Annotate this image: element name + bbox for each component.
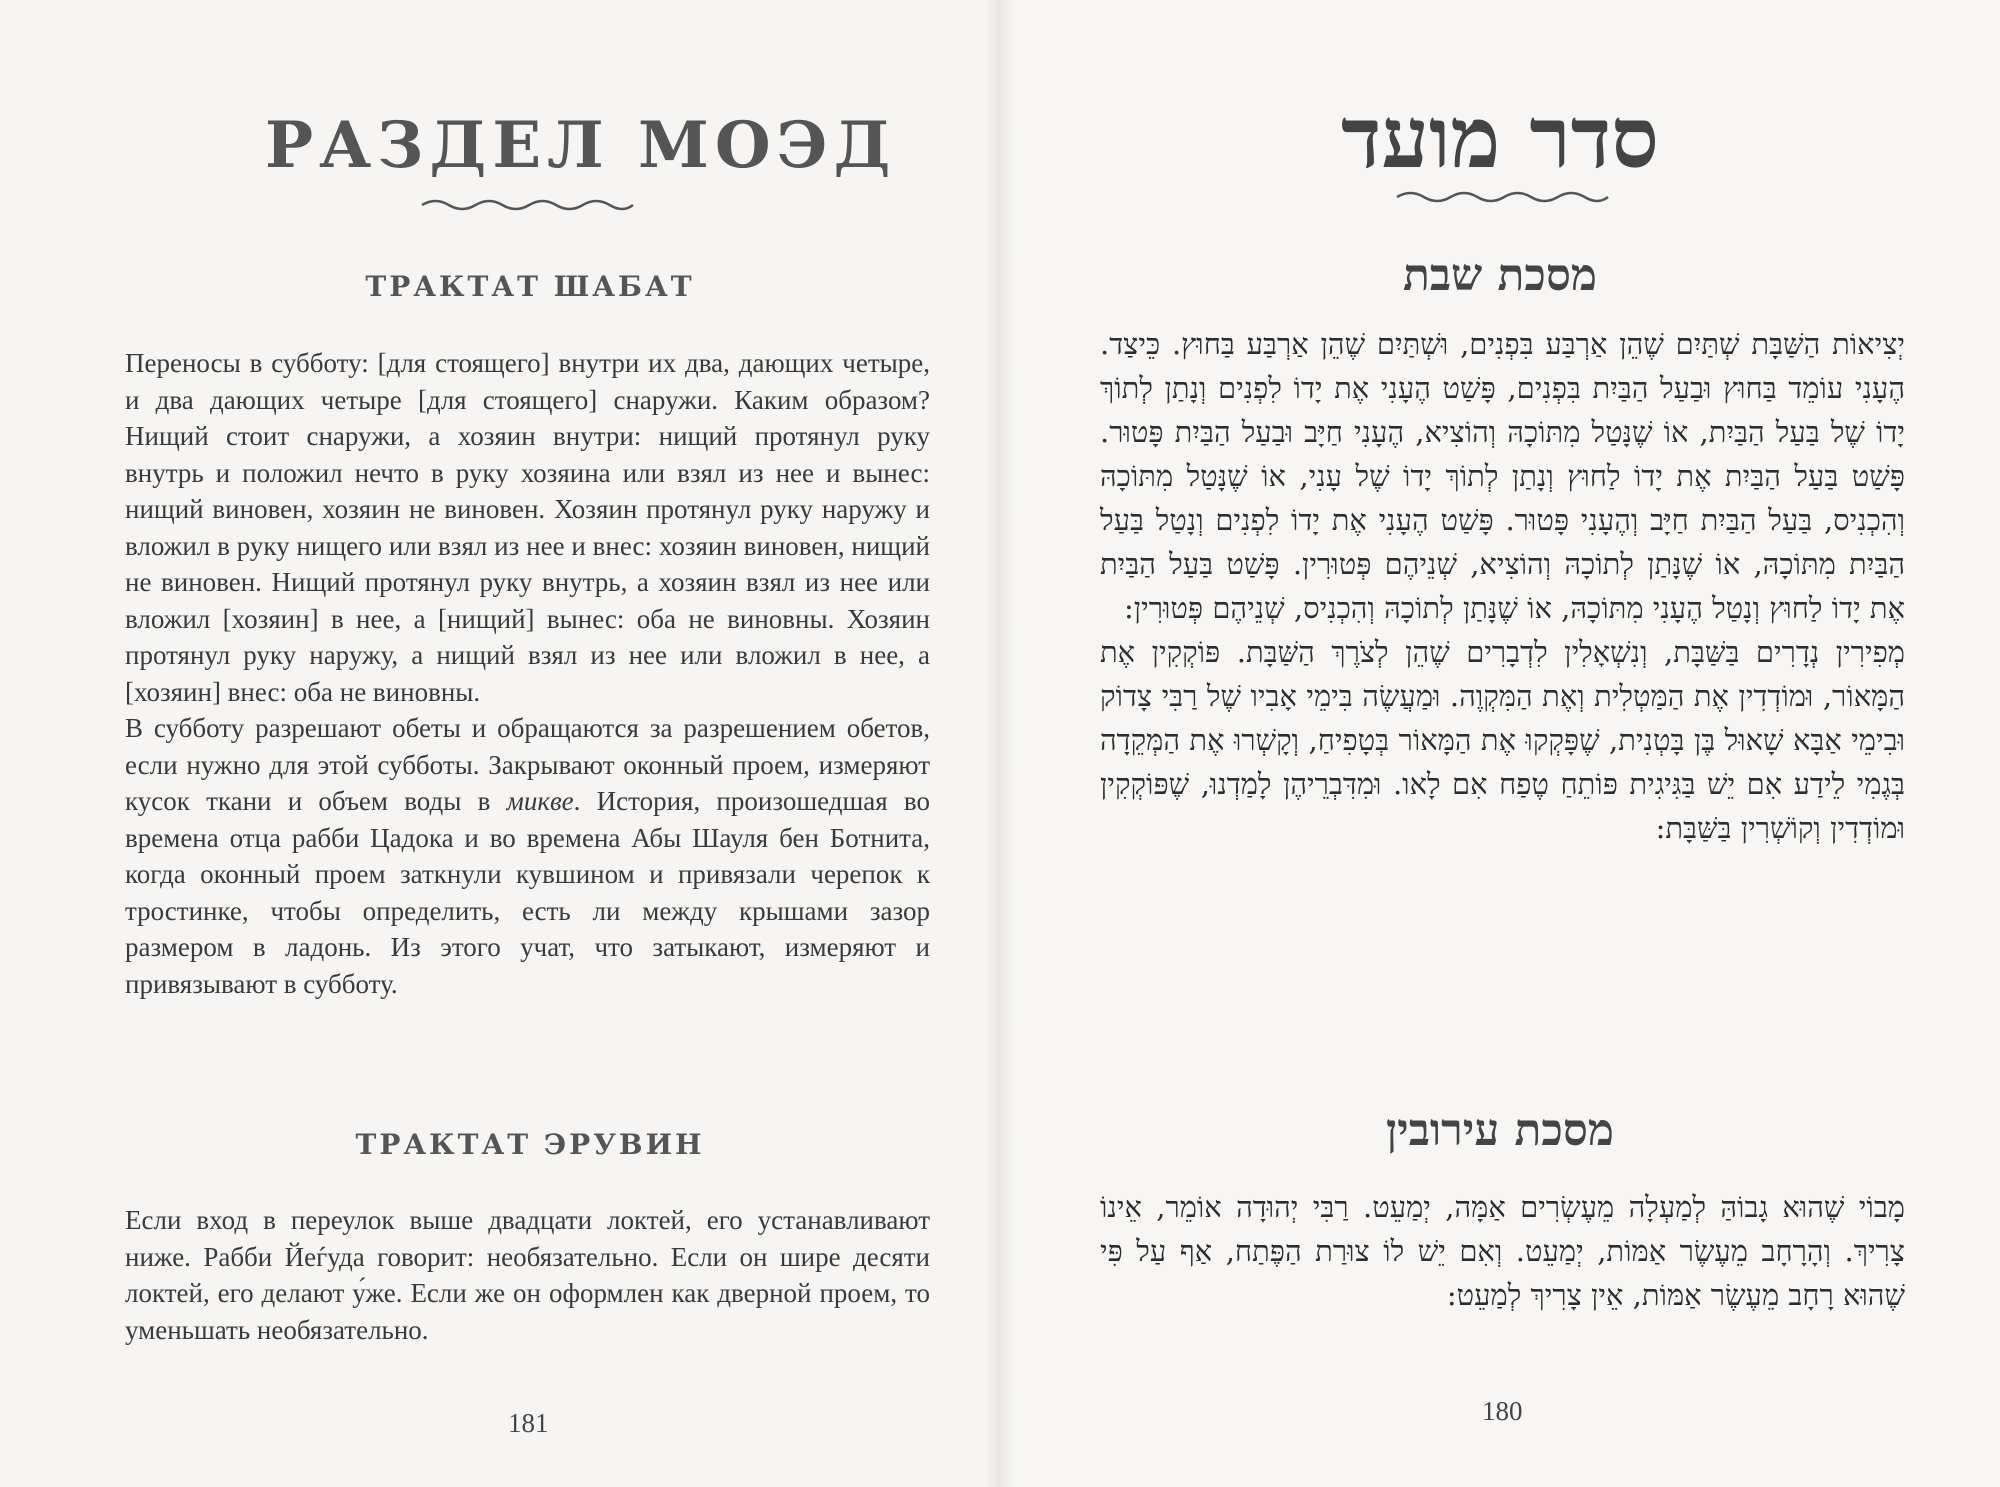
wave-ornament-icon xyxy=(420,196,635,214)
shabbat-russian-text xyxy=(125,345,930,1002)
page-title-russian: РАЗДЕЛ МОЭД xyxy=(265,108,897,183)
section-heading-eruvin-hebrew: מסכת עירובין xyxy=(1385,1105,1615,1156)
eruvin-russian-text xyxy=(125,1202,930,1348)
shabbat-hebrew-text xyxy=(1100,322,1905,850)
section-heading-eruvin: ТРАКТАТ ЭРУВИН xyxy=(355,1128,705,1161)
section-heading-shabbat: ТРАКТАТ ШАБАТ xyxy=(365,270,695,303)
eruvin-paragraph-1: Если вход в переулок выше двадцати локтей, его устанавливают ниже. Рабби Йеѓуда говорит: необязательно. Если он шире десяти локтей, его делают у́же. Если же он оформлен как дверной проем, то уменьшать необязательно. xyxy=(125,1205,930,1345)
page-number-left: 181 xyxy=(508,1408,549,1438)
shabbat-paragraph-1: Переносы в субботу: [для стоящего] внутри их два, дающих четыре, и два дающих четыре [для стоящего] снаружи. Каким образом? Нищий стоит снаружи, а хозяин внутри: нищий протянул руку внутрь и положил нечто в руку хозяина или взял из нее и вынес: нищий виновен, хозяин не виновен. Хозяин протянул руку наружу и вложил в руку нищего или взял из нее и внес: хозяин виновен, нищий не виновен. Нищий протянул руку внутрь, а хозяин взял из нее или вложил [хозяин] в нее, а [нищий] вынес: оба не виновны. Хозяин протянул руку наружу, а нищий взял из нее или вложил в нее, а [хозяин] внес: оба не виновны. xyxy=(125,348,930,707)
shabbat-hebrew-paragraph-1: יְצִיאוֹת הַשַּׁבָּת שְׁתַּיִם שֶׁהֵן אַרְבַּע בִּפְנִים, וּשְׁתַּיִם שֶׁהֵן אַרְבַּע בַּחוּץ. כֵּיצַד. הֶעָנִי עוֹמֵד בַּחוּץ וּבַעַל הַבַּיִת בִּפְנִים, פָּשַׁט הֶעָנִי אֶת יָדוֹ לִפְנִים וְנָתַן לְתוֹךְ יָדוֹ שֶׁל בַּעַל הַבַּיִת, אוֹ שֶׁנָּטַל מִתּוֹכָהּ וְהוֹצִיא, הֶעָנִי חַיָּב וּבַעַל הַבַּיִת פָּטוּר. פָּשַׁט בַּעַל הַבַּיִת אֶת יָדוֹ לַחוּץ וְנָתַן לְתוֹךְ יָדוֹ שֶׁל עָנִי, אוֹ שֶׁנָּטַל מִתּוֹכָהּ וְהִכְנִיס, בַּעַל הַבַּיִת חַיָּב וְהֶעָנִי פָּטוּר. פָּשַׁט הֶעָנִי אֶת יָדוֹ לִפְנִים וְנָטַל בַּעַל הַבַּיִת מִתּוֹכָהּ, אוֹ שֶׁנָּתַן לְתוֹכָהּ וְהוֹצִיא, שְׁנֵיהֶם פְּטוּרִין. פָּשַׁט בַּעַל הַבַּיִת אֶת יָדוֹ לַחוּץ וְנָטַל הֶעָנִי מִתּוֹכָהּ, אוֹ שֶׁנָּתַן לְתוֹכָהּ וְהִכְנִיס, שְׁנֵיהֶם פְּטוּרִין: xyxy=(1100,327,1905,625)
wave-ornament-icon xyxy=(1395,188,1610,206)
eruvin-hebrew-text xyxy=(1100,1185,1905,1317)
shabbat-paragraph-2 xyxy=(125,710,930,1002)
shabbat-hebrew-paragraph-2: מְפִירִין נְדָרִים בַּשַּׁבָּת, וְנִשְׁאָלִין לִדְבָרִים שֶׁהֵן לְצֹרֶךְ הַשַּׁבָּת. פּוֹקְקִין אֶת הַמָּאוֹר, וּמוֹדְדִין אֶת הַמַּטְלִית וְאֶת הַמִּקְוֶה. וּמַעֲשֶׂה בִּימֵי אָבִיו שֶׁל רַבִּי צָדוֹק וּבִימֵי אַבָּא שָׁאוּל בֶּן בָּטְנִית, שֶׁפָּקְקוּ אֶת הַמָּאוֹר בְּטָפִיחַ, וְקָשְׁרוּ אֶת הַמְּקֵדָה בְּגֶמִי לֵידַע אִם יֵשׁ בַּגִּיגִית פּוֹתֵחַ טֶפַח אִם לָאו. וּמִדִּבְרֵיהֶן לָמַדְנוּ, שֶׁפּוֹקְקִין וּמוֹדְדִין וְקוֹשְׁרִין בַּשַּׁבָּת: xyxy=(1100,635,1905,845)
eruvin-hebrew-paragraph-1: מָבוֹי שֶׁהוּא גָבוֹהַּ לְמַעְלָה מֵעֶשְׂרִים אַמָּה, יְמַעֵט. רַבִּי יְהוּדָה אוֹמֵר, אֵינוֹ צָרִיךְ. וְהָרָחָב מֵעֶשֶׂר אַמּוֹת, יְמַעֵט. וְאִם יֵשׁ לוֹ צוּרַת הַפֶּתַח, אַף עַל פִּי שֶׁהוּא רָחָב מֵעֶשֶׂר אַמּוֹת, אֵין צָרִיךְ לְמַעֵט: xyxy=(1100,1190,1905,1312)
page-title-hebrew: סדר מועד xyxy=(1341,88,1659,187)
text-run: . История, произошедшая во времена отца рабби Цадока и во времена Абы Шауля бен Ботнита, когда оконный проем заткнули кувшином и привязали черепок к тростинке, чтобы определить, есть ли между крышами зазор размером в ладонь. Из этого учат, что затыкают, измеряют и привязывают в субботу. xyxy=(125,786,930,999)
book-gutter xyxy=(985,0,1015,1487)
text-run: В субботу разрешают обеты и обращаются за разрешением обетов, если нужно для этой субботы. Закрывают оконный проем, измеряют кусок ткани и объем воды в xyxy=(125,713,930,816)
text-run-italic: микве xyxy=(506,786,574,816)
section-heading-shabbat-hebrew: מסכת שבת xyxy=(1403,250,1597,301)
page-number-right: 180 xyxy=(1482,1396,1523,1426)
